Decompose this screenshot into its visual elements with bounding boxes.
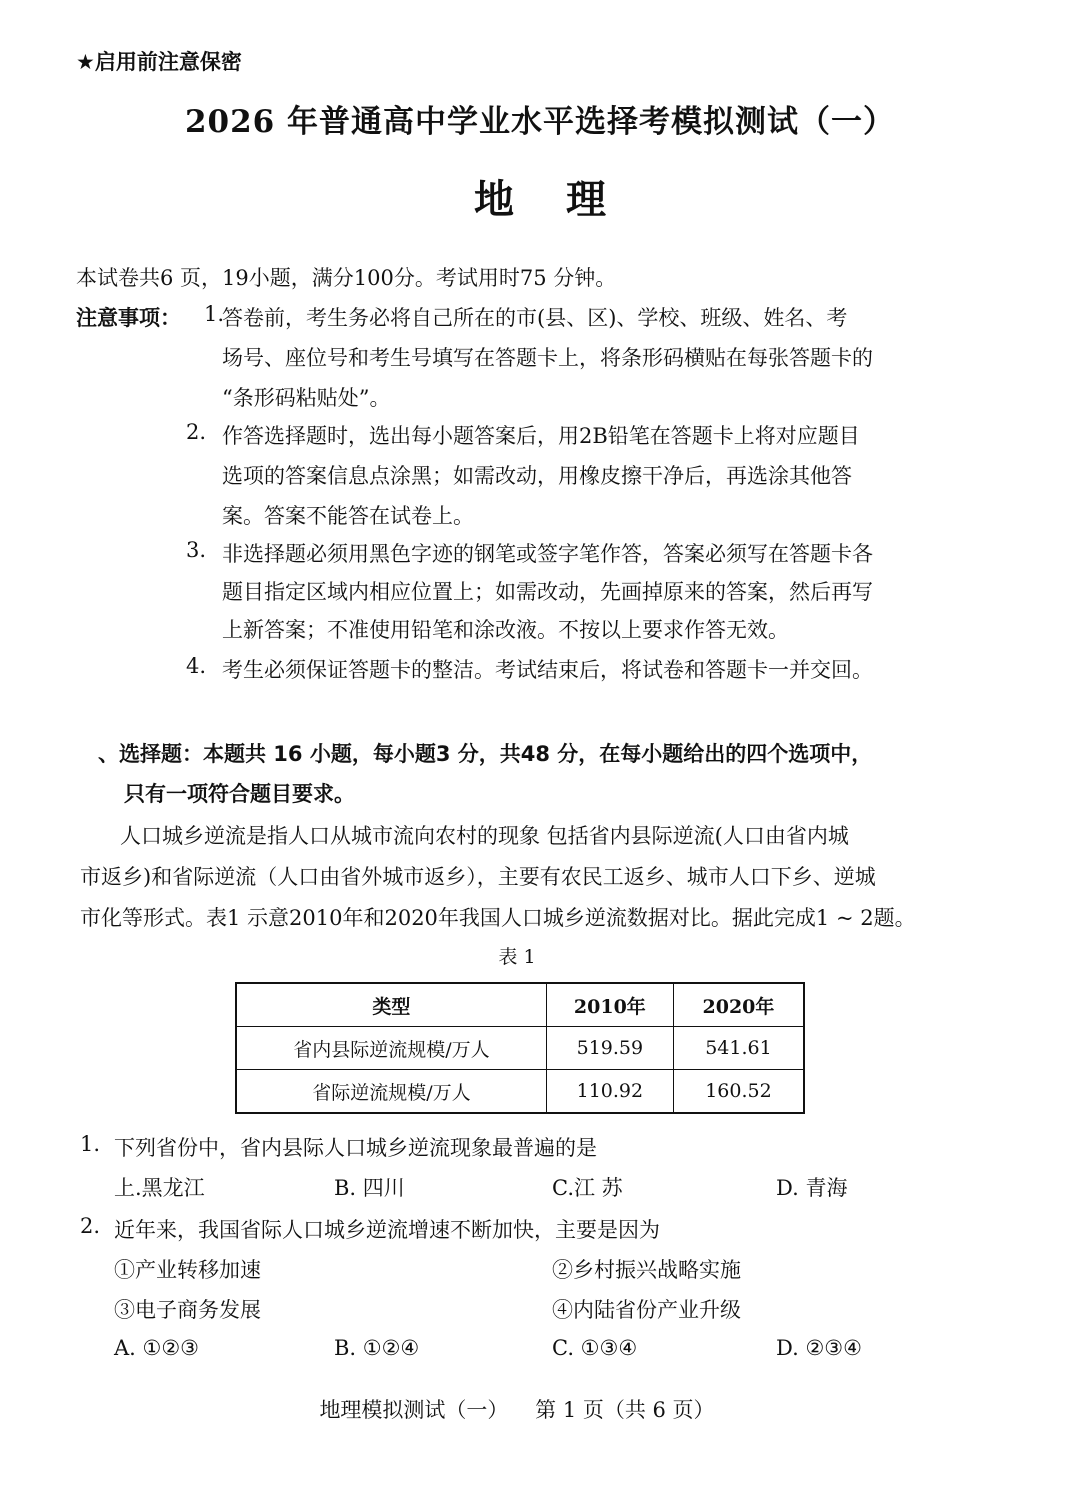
page-footer: 地理模拟测试（一） 第 1 页（共 6 页） — [319, 1398, 715, 1422]
section-heading: 、选择题：本题共 16 小题，每小题3 分，共48 分，在每小题给出的四个选项中， — [98, 742, 873, 766]
notice-item-number: 1. — [204, 302, 225, 326]
notice-item-line: 考生必须保证答题卡的整洁。考试结束后，将试卷和答题卡一并交回。 — [222, 658, 873, 682]
table-header-cell: 2010年 — [546, 983, 673, 1027]
notice-item-line: 作答选择题时，选出每小题答案后，用2B铅笔在答题卡上将对应题目 — [222, 424, 860, 448]
question-number: 2. — [80, 1214, 101, 1238]
data-table — [235, 982, 805, 1114]
table-cell: 110.92 — [546, 1070, 673, 1114]
option-d: D. 青海 — [776, 1176, 848, 1200]
table-cell: 160.52 — [673, 1070, 804, 1114]
notice-item-line: 上新答案；不准使用铅笔和涂改液。不按以上要求作答无效。 — [222, 618, 789, 642]
option-c: C.江 苏 — [552, 1176, 623, 1200]
notice-item-line: 题目指定区域内相应位置上；如需改动，先画掉原来的答案，然后再写 — [222, 580, 873, 604]
question-stem: 下列省份中，省内县际人口城乡逆流现象最普遍的是 — [114, 1136, 597, 1160]
option-b: B. 四川 — [334, 1176, 405, 1200]
table-cell: 519.59 — [546, 1027, 673, 1070]
statement-item: ③电子商务发展 — [114, 1298, 261, 1322]
passage-line: 人口城乡逆流是指人口从城市流向农村的现象 包括省内县际逆流(人口由省内城 — [120, 824, 849, 848]
notice-item-line: 非选择题必须用黑色字迹的钢笔或签字笔作答，答案必须写在答题卡各 — [222, 542, 873, 566]
subject-title: 地理 — [474, 176, 658, 223]
table-row — [236, 1027, 804, 1070]
notice-label: 注意事项： — [76, 306, 181, 330]
notice-item-line: 答卷前，考生务必将自己所在的市(县、区)、学校、班级、姓名、考 — [222, 306, 848, 330]
statement-item: ②乡村振兴战略实施 — [552, 1258, 741, 1282]
notice-item-number: 2. — [186, 420, 207, 444]
option-a: A. ①②③ — [114, 1336, 199, 1360]
table-row — [236, 1070, 804, 1114]
notice-item-line: 场号、座位号和考生号填写在答题卡上，将条形码横贴在每张答题卡的 — [222, 346, 873, 370]
notice-item-number: 3. — [186, 538, 207, 562]
notice-item-line: 案。答案不能答在试卷上。 — [222, 504, 474, 528]
statement-item: ①产业转移加速 — [114, 1258, 261, 1282]
table-header-cell: 类型 — [236, 983, 546, 1027]
table-header-row — [236, 983, 804, 1027]
option-b: B. ①②④ — [334, 1336, 420, 1360]
question-stem: 近年来，我国省际人口城乡逆流增速不断加快，主要是因为 — [114, 1218, 660, 1242]
confidential-notice: ★启用前注意保密 — [76, 50, 242, 74]
exam-overview: 本试卷共6 页，19小题，满分100分。考试用时75 分钟。 — [76, 266, 617, 290]
table-cell: 省内县际逆流规模/万人 — [236, 1027, 546, 1070]
option-c: C. ①③④ — [552, 1336, 638, 1360]
passage-line: 市化等形式。表1 示意2010年和2020年我国人口城乡逆流数据对比。据此完成1 ~ 2题。 — [80, 906, 916, 930]
section-heading: 只有一项符合题目要求。 — [124, 782, 355, 806]
exam-title: 2026 年普通高中学业水平选择考模拟测试（一） — [184, 104, 896, 140]
table-cell: 省际逆流规模/万人 — [236, 1070, 546, 1114]
passage-line: 市返乡)和省际逆流（人口由省外城市返乡），主要有农民工返乡、城市人口下乡、逆城 — [80, 865, 876, 889]
table-cell: 541.61 — [673, 1027, 804, 1070]
option-d: D. ②③④ — [776, 1336, 862, 1360]
option-a: 上.黑龙江 — [114, 1176, 205, 1200]
statement-item: ④内陆省份产业升级 — [552, 1298, 741, 1322]
notice-item-number: 4. — [186, 654, 207, 678]
notice-item-line: 选项的答案信息点涂黑；如需改动，用橡皮擦干净后，再选涂其他答 — [222, 464, 852, 488]
table-caption: 表 1 — [498, 946, 536, 968]
table-header-cell: 2020年 — [673, 983, 804, 1027]
notice-item-line: “条形码粘贴处”。 — [222, 386, 391, 410]
question-number: 1. — [80, 1132, 101, 1156]
